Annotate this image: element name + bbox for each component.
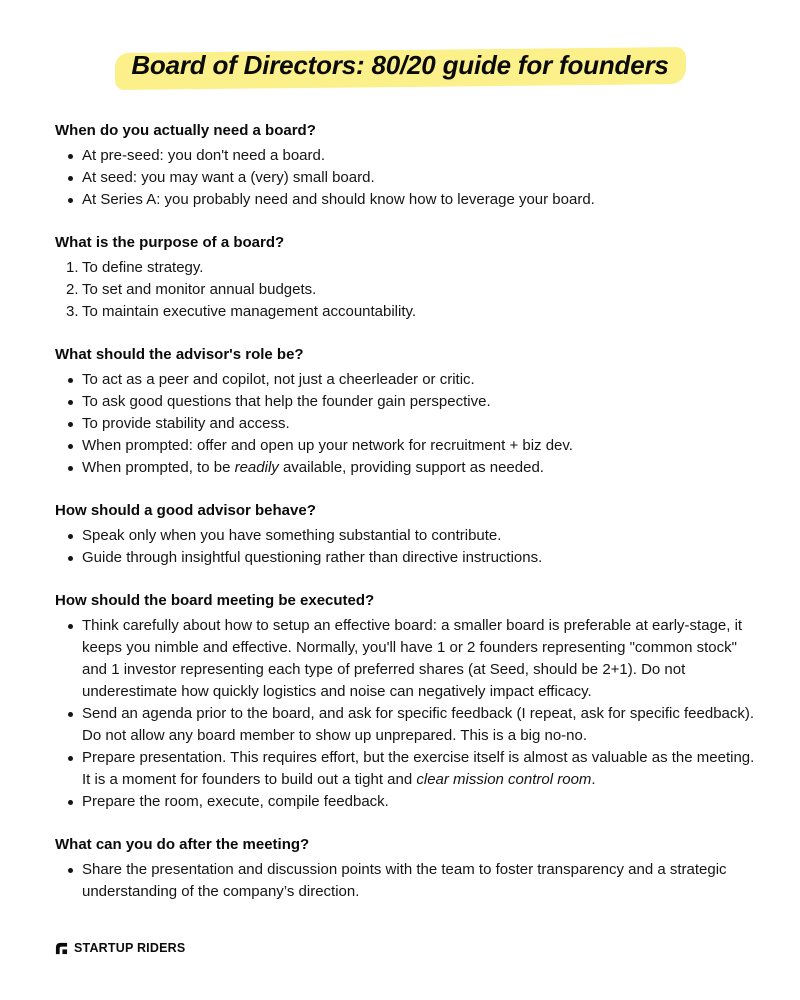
list-item (55, 703, 760, 747)
list-item-text: Think carefully about how to setup an effective board: a smaller board is preferable at early-stage, it keeps you nimble and effective. Normally, you'll have 1 or 2 founders representing "common stock" and 1 investor representing each type of preferred shares (at Seed, should be 2+1). Do not underestimate how quickly logistics and noise can negatively impact efficacy. (82, 617, 743, 700)
list-item (55, 257, 760, 279)
section-heading: What can you do after the meeting? (55, 836, 310, 853)
title-area (0, 46, 800, 87)
section (55, 834, 760, 903)
list-item-number: 2. (66, 281, 79, 298)
list-item-number: 3. (66, 303, 79, 320)
list-item-text: At seed: you may want a (very) small board. (82, 169, 375, 186)
page-title-text: Board of Directors: 80/20 guide for founders (131, 50, 669, 80)
list-item-text: Prepare presentation. This requires effort, but the exercise itself is almost as valuable as the meeting. It is a moment for founders to build out a tight and (82, 749, 755, 788)
bullet-list (55, 369, 760, 479)
section-heading: What should the advisor's role be? (55, 346, 304, 363)
list-item-text: To maintain executive management accountability. (82, 303, 417, 320)
list-item-text: To act as a peer and copilot, not just a cheerleader or critic. (82, 371, 475, 388)
list-item (55, 279, 760, 301)
footer (55, 941, 185, 955)
list-item (55, 747, 760, 791)
bullet-list (55, 525, 760, 569)
list-item (55, 547, 760, 569)
emphasis-text: readily (234, 459, 279, 476)
section-heading: What is the purpose of a board? (55, 234, 285, 251)
list-item-text: To ask good questions that help the founder gain perspective. (82, 393, 491, 410)
list-item-text: When prompted: offer and open up your network for recruitment + biz dev. (82, 437, 573, 454)
section-heading: How should the board meeting be executed? (55, 592, 375, 609)
section (55, 590, 760, 813)
list-item-text: To provide stability and access. (82, 415, 290, 432)
list-item (55, 413, 760, 435)
list-item (55, 859, 760, 903)
list-item-text: available, providing support as needed. (278, 459, 544, 476)
list-item (55, 167, 760, 189)
bullet-list (55, 615, 760, 813)
section (55, 344, 760, 479)
list-item (55, 391, 760, 413)
list-item (55, 189, 760, 211)
list-item (55, 145, 760, 167)
list-item-text: Send an agenda prior to the board, and ask for specific feedback (I repeat, ask for specific feedback). Do not allow any board member to show up unprepared. This is a big no-no. (82, 705, 755, 744)
list-item-text: Guide through insightful questioning rather than directive instructions. (82, 549, 543, 566)
list-item-text: At Series A: you probably need and should know how to leverage your board. (82, 191, 595, 208)
list-item-text: To set and monitor annual budgets. (82, 281, 317, 298)
list-item-text: When prompted, to be (82, 459, 235, 476)
section (55, 120, 760, 211)
list-item-number: 1. (66, 259, 79, 276)
list-item (55, 525, 760, 547)
section (55, 500, 760, 569)
list-item-text: . (591, 771, 596, 788)
page-title (119, 46, 680, 87)
list-item-text: Speak only when you have something substantial to contribute. (82, 527, 502, 544)
list-item (55, 791, 760, 813)
list-item (55, 615, 760, 703)
list-item-text: Share the presentation and discussion points with the team to foster transparency and a strategic understanding of the company’s direction. (82, 861, 727, 900)
section-heading: How should a good advisor behave? (55, 502, 316, 519)
section (55, 232, 760, 323)
emphasis-text: clear mission control room (416, 771, 592, 788)
list-item-text: Prepare the room, execute, compile feedback. (82, 793, 389, 810)
list-item (55, 457, 760, 479)
numbered-list (55, 257, 760, 323)
list-item (55, 301, 760, 323)
brand-name: STARTUP RIDERS (74, 941, 186, 955)
startup-riders-logo-icon (55, 942, 68, 955)
list-item (55, 369, 760, 391)
list-item-text: At pre-seed: you don't need a board. (82, 147, 326, 164)
section-heading: When do you actually need a board? (55, 122, 316, 139)
guide-content (55, 120, 760, 924)
list-item (55, 435, 760, 457)
list-item-text: To define strategy. (82, 259, 204, 276)
bullet-list (55, 145, 760, 211)
bullet-list (55, 859, 760, 903)
